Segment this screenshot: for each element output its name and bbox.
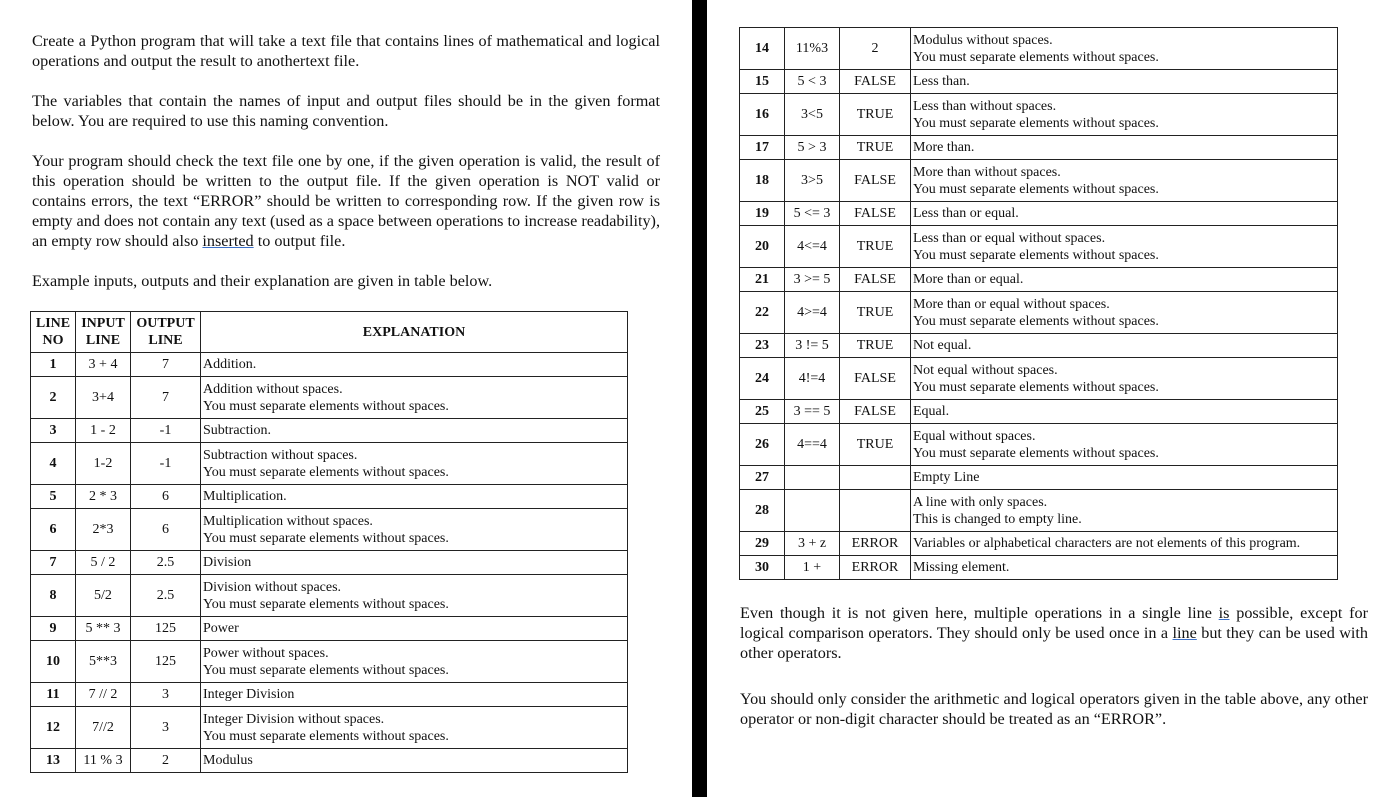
line-no-cell: 22 bbox=[740, 292, 785, 334]
input-line-cell: 3+4 bbox=[76, 377, 131, 419]
table-row bbox=[740, 400, 1338, 424]
line-no-cell: 30 bbox=[740, 556, 785, 580]
explanation-line: A line with only spaces. bbox=[913, 494, 1048, 510]
explanation-line: Subtraction. bbox=[203, 423, 272, 438]
explanation-cell bbox=[911, 268, 1338, 292]
input-line-cell: 11%3 bbox=[785, 28, 840, 70]
line-no-cell: 6 bbox=[31, 509, 76, 551]
explanation-cell bbox=[911, 400, 1338, 424]
output-line-cell: 3 bbox=[131, 683, 201, 707]
explanation-cell bbox=[911, 94, 1338, 136]
output-line-cell: TRUE bbox=[840, 94, 911, 136]
explanation-line: You must separate elements without spaces. bbox=[913, 115, 1159, 131]
output-line-cell: 3 bbox=[131, 707, 201, 749]
explanation-cell bbox=[911, 160, 1338, 202]
explanation-cell bbox=[911, 292, 1338, 334]
explanation-cell bbox=[201, 749, 628, 773]
line-no-cell: 15 bbox=[740, 70, 785, 94]
line-word: line bbox=[1172, 624, 1197, 642]
explanation-cell bbox=[201, 707, 628, 749]
line-no-cell: 2 bbox=[31, 377, 76, 419]
table-row bbox=[31, 419, 628, 443]
input-line-cell: 2 * 3 bbox=[76, 485, 131, 509]
table-row bbox=[740, 556, 1338, 580]
inserted-word: inserted bbox=[202, 232, 254, 250]
table-row bbox=[740, 532, 1338, 556]
header-explanation: EXPLANATION bbox=[201, 312, 628, 353]
explanation-cell bbox=[201, 485, 628, 509]
intro-paragraph-3-text-b: to output file. bbox=[253, 232, 346, 250]
input-line-cell: 4<=4 bbox=[785, 226, 840, 268]
explanation-line: Integer Division bbox=[203, 687, 295, 702]
intro-paragraph-4: Example inputs, outputs and their explanation are given in table below. bbox=[32, 272, 493, 290]
explanation-line: You must separate elements without spaces. bbox=[203, 728, 449, 744]
explanation-line: Variables or alphabetical characters are not elements of this program. bbox=[913, 536, 1301, 551]
input-line-cell: 5 <= 3 bbox=[785, 202, 840, 226]
output-line-cell: TRUE bbox=[840, 226, 911, 268]
output-line-cell: FALSE bbox=[840, 70, 911, 94]
output-line-cell: FALSE bbox=[840, 268, 911, 292]
line-no-cell: 5 bbox=[31, 485, 76, 509]
input-line-cell: 5 > 3 bbox=[785, 136, 840, 160]
page-divider bbox=[692, 0, 707, 797]
is-word: is bbox=[1218, 604, 1230, 622]
explanation-line: Power bbox=[203, 621, 239, 636]
explanation-line: Not equal without spaces. bbox=[913, 362, 1058, 378]
output-line-cell: TRUE bbox=[840, 292, 911, 334]
explanation-line: Addition without spaces. bbox=[203, 381, 343, 397]
line-no-cell: 26 bbox=[740, 424, 785, 466]
explanation-cell bbox=[201, 575, 628, 617]
line-no-cell: 24 bbox=[740, 358, 785, 400]
output-line-cell: FALSE bbox=[840, 202, 911, 226]
line-no-cell: 16 bbox=[740, 94, 785, 136]
line-no-cell: 10 bbox=[31, 641, 76, 683]
input-line-cell: 11 % 3 bbox=[76, 749, 131, 773]
explanation-line: You must separate elements without spaces. bbox=[913, 247, 1159, 263]
output-line-cell: FALSE bbox=[840, 160, 911, 202]
outro-p1-text-a: Even though it is not given here, multiple operations in a single line bbox=[740, 604, 1219, 622]
explanation-cell bbox=[201, 509, 628, 551]
explanation-line: You must separate elements without spaces. bbox=[913, 445, 1159, 461]
output-line-cell: 2.5 bbox=[131, 575, 201, 617]
explanation-line: Less than or equal. bbox=[913, 206, 1019, 221]
explanation-line: Division bbox=[203, 555, 252, 570]
explanation-line: Equal. bbox=[913, 404, 950, 419]
output-line-cell bbox=[840, 466, 911, 490]
input-line-cell: 3<5 bbox=[785, 94, 840, 136]
table-header-row bbox=[31, 312, 628, 353]
left-page bbox=[0, 0, 692, 797]
table-row bbox=[740, 226, 1338, 268]
input-line-cell: 7//2 bbox=[76, 707, 131, 749]
output-line-cell: 125 bbox=[131, 617, 201, 641]
explanation-cell bbox=[911, 466, 1338, 490]
explanation-cell bbox=[911, 28, 1338, 70]
line-no-cell: 29 bbox=[740, 532, 785, 556]
explanation-line: More than or equal without spaces. bbox=[913, 296, 1110, 312]
outro-p1-text-b: possible, except for logical comparison operators. They should only be used once in a bbox=[740, 604, 1368, 642]
line-no-cell: 8 bbox=[31, 575, 76, 617]
output-line-cell: 2 bbox=[131, 749, 201, 773]
output-line-cell: 6 bbox=[131, 509, 201, 551]
table-body-right bbox=[740, 28, 1338, 580]
table-row bbox=[31, 749, 628, 773]
line-no-cell: 17 bbox=[740, 136, 785, 160]
table-row bbox=[740, 160, 1338, 202]
explanation-line: Not equal. bbox=[913, 338, 972, 353]
table-row bbox=[740, 268, 1338, 292]
explanation-line: Subtraction without spaces. bbox=[203, 447, 358, 463]
explanation-line: More than or equal. bbox=[913, 272, 1024, 287]
header-input-line: INPUT LINE bbox=[76, 312, 131, 353]
explanation-line: Missing element. bbox=[913, 560, 1010, 575]
input-line-cell: 4==4 bbox=[785, 424, 840, 466]
line-no-cell: 25 bbox=[740, 400, 785, 424]
right-page bbox=[707, 0, 1398, 797]
explanation-line: Multiplication. bbox=[203, 489, 287, 504]
explanation-cell bbox=[911, 70, 1338, 94]
input-line-cell bbox=[785, 466, 840, 490]
explanation-line: You must separate elements without spaces. bbox=[913, 379, 1159, 395]
explanation-cell bbox=[911, 532, 1338, 556]
output-line-cell: 2 bbox=[840, 28, 911, 70]
table-row bbox=[31, 353, 628, 377]
line-no-cell: 20 bbox=[740, 226, 785, 268]
input-line-cell: 1 - 2 bbox=[76, 419, 131, 443]
header-output-line: OUTPUT LINE bbox=[131, 312, 201, 353]
explanation-line: You must separate elements without spaces. bbox=[203, 530, 449, 546]
explanation-cell bbox=[201, 683, 628, 707]
table-row bbox=[740, 202, 1338, 226]
line-no-cell: 18 bbox=[740, 160, 785, 202]
input-line-cell: 3 >= 5 bbox=[785, 268, 840, 292]
explanation-cell bbox=[201, 641, 628, 683]
explanation-line: You must separate elements without spaces. bbox=[203, 662, 449, 678]
explanation-line: You must separate elements without spaces. bbox=[913, 181, 1159, 197]
output-line-cell: -1 bbox=[131, 419, 201, 443]
explanation-cell bbox=[201, 419, 628, 443]
explanation-cell bbox=[911, 334, 1338, 358]
table-row bbox=[740, 292, 1338, 334]
explanation-line: You must separate elements without spaces. bbox=[203, 464, 449, 480]
explanation-line: You must separate elements without spaces. bbox=[203, 596, 449, 612]
line-no-cell: 23 bbox=[740, 334, 785, 358]
table-row bbox=[31, 707, 628, 749]
explanation-line: Addition. bbox=[203, 357, 257, 372]
explanation-cell bbox=[201, 377, 628, 419]
output-line-cell: -1 bbox=[131, 443, 201, 485]
table-row bbox=[740, 136, 1338, 160]
operations-table-part-1 bbox=[30, 311, 628, 773]
output-line-cell: 7 bbox=[131, 353, 201, 377]
line-no-cell: 1 bbox=[31, 353, 76, 377]
table-row bbox=[740, 94, 1338, 136]
input-line-cell: 3 == 5 bbox=[785, 400, 840, 424]
explanation-line: You must separate elements without spaces. bbox=[913, 313, 1159, 329]
input-line-cell: 1-2 bbox=[76, 443, 131, 485]
line-no-cell: 21 bbox=[740, 268, 785, 292]
explanation-line: Division without spaces. bbox=[203, 579, 342, 595]
output-line-cell: 6 bbox=[131, 485, 201, 509]
table-body-left bbox=[31, 353, 628, 773]
line-no-cell: 14 bbox=[740, 28, 785, 70]
table-row bbox=[31, 683, 628, 707]
intro-paragraph-1: Create a Python program that will take a text file that contains lines of mathematical and logical operations and output the result to anothertext file. bbox=[32, 32, 660, 70]
explanation-cell bbox=[201, 617, 628, 641]
explanation-line: Less than. bbox=[913, 74, 970, 89]
table-row bbox=[31, 617, 628, 641]
table-row bbox=[740, 70, 1338, 94]
line-no-cell: 13 bbox=[31, 749, 76, 773]
input-line-cell: 3 != 5 bbox=[785, 334, 840, 358]
table-row bbox=[740, 334, 1338, 358]
line-no-cell: 7 bbox=[31, 551, 76, 575]
outro-paragraph-2: You should only consider the arithmetic and logical operators given in the table above, any other operator or non-digit character should be treated as an “ERROR”. bbox=[740, 690, 1368, 728]
line-no-cell: 9 bbox=[31, 617, 76, 641]
input-line-cell: 5 < 3 bbox=[785, 70, 840, 94]
intro-paragraph-2: The variables that contain the names of input and output files should be in the given format below. You are required to use this naming convention. bbox=[32, 92, 660, 130]
outro-p1-text-c: but they can be used with other operators. bbox=[740, 624, 1368, 662]
explanation-line: Less than without spaces. bbox=[913, 98, 1057, 114]
explanation-line: This is changed to empty line. bbox=[913, 511, 1082, 527]
output-line-cell: TRUE bbox=[840, 136, 911, 160]
line-no-cell: 19 bbox=[740, 202, 785, 226]
table-row bbox=[31, 575, 628, 617]
table-row bbox=[31, 377, 628, 419]
input-line-cell: 1 + bbox=[785, 556, 840, 580]
table-row bbox=[31, 551, 628, 575]
explanation-line: More than without spaces. bbox=[913, 164, 1061, 180]
table-row bbox=[740, 358, 1338, 400]
input-line-cell: 4>=4 bbox=[785, 292, 840, 334]
explanation-cell bbox=[911, 556, 1338, 580]
explanation-line: Modulus without spaces. bbox=[913, 32, 1053, 48]
line-no-cell: 3 bbox=[31, 419, 76, 443]
line-no-cell: 28 bbox=[740, 490, 785, 532]
table-row bbox=[740, 28, 1338, 70]
output-line-cell: 125 bbox=[131, 641, 201, 683]
explanation-cell bbox=[911, 202, 1338, 226]
header-line-no: LINE NO bbox=[31, 312, 76, 353]
explanation-line: Integer Division without spaces. bbox=[203, 711, 385, 727]
intro-paragraph-3-text-a: Your program should check the text file one by one, if the given operation is valid, the result of this operation should be written to the output file. If the given operation is NOT valid or contains errors, the text “ERROR” should be written to corresponding row. If the given row is empty and does not contain any text (used as a space between operations to increase readability), an empty row should also bbox=[32, 152, 660, 250]
output-line-cell: 7 bbox=[131, 377, 201, 419]
line-no-cell: 27 bbox=[740, 466, 785, 490]
explanation-line: You must separate elements without spaces. bbox=[203, 398, 449, 414]
explanation-line: More than. bbox=[913, 140, 975, 155]
operations-table-part-2 bbox=[739, 27, 1338, 580]
explanation-cell bbox=[911, 226, 1338, 268]
explanation-cell bbox=[911, 358, 1338, 400]
explanation-cell bbox=[911, 490, 1338, 532]
table-row bbox=[31, 509, 628, 551]
table-row bbox=[740, 424, 1338, 466]
input-line-cell: 3 + 4 bbox=[76, 353, 131, 377]
input-line-cell: 2*3 bbox=[76, 509, 131, 551]
explanation-line: Empty Line bbox=[913, 470, 980, 485]
output-line-cell: FALSE bbox=[840, 358, 911, 400]
output-line-cell: ERROR bbox=[840, 532, 911, 556]
line-no-cell: 4 bbox=[31, 443, 76, 485]
input-line-cell: 7 // 2 bbox=[76, 683, 131, 707]
outro-paragraph-1 bbox=[740, 603, 1368, 663]
line-no-cell: 12 bbox=[31, 707, 76, 749]
explanation-line: Less than or equal without spaces. bbox=[913, 230, 1106, 246]
input-line-cell: 3>5 bbox=[785, 160, 840, 202]
line-no-cell: 11 bbox=[31, 683, 76, 707]
table-row bbox=[740, 466, 1338, 490]
table-row bbox=[740, 490, 1338, 532]
table-row bbox=[31, 443, 628, 485]
output-line-cell: TRUE bbox=[840, 424, 911, 466]
input-line-cell: 5/2 bbox=[76, 575, 131, 617]
explanation-cell bbox=[201, 443, 628, 485]
explanation-line: Equal without spaces. bbox=[913, 428, 1036, 444]
explanation-cell bbox=[911, 136, 1338, 160]
input-line-cell: 4!=4 bbox=[785, 358, 840, 400]
output-line-cell bbox=[840, 490, 911, 532]
explanation-cell bbox=[911, 424, 1338, 466]
input-line-cell: 5 ** 3 bbox=[76, 617, 131, 641]
explanation-line: You must separate elements without spaces. bbox=[913, 49, 1159, 65]
input-line-cell: 5 / 2 bbox=[76, 551, 131, 575]
table-row bbox=[31, 641, 628, 683]
explanation-line: Power without spaces. bbox=[203, 645, 329, 661]
intro-paragraph-3 bbox=[32, 151, 660, 251]
output-line-cell: ERROR bbox=[840, 556, 911, 580]
explanation-line: Modulus bbox=[203, 753, 253, 768]
explanation-cell bbox=[201, 353, 628, 377]
input-line-cell: 5**3 bbox=[76, 641, 131, 683]
explanation-cell bbox=[201, 551, 628, 575]
table-row bbox=[31, 485, 628, 509]
input-line-cell: 3 + z bbox=[785, 532, 840, 556]
explanation-line: Multiplication without spaces. bbox=[203, 513, 373, 529]
output-line-cell: 2.5 bbox=[131, 551, 201, 575]
output-line-cell: TRUE bbox=[840, 334, 911, 358]
input-line-cell bbox=[785, 490, 840, 532]
output-line-cell: FALSE bbox=[840, 400, 911, 424]
